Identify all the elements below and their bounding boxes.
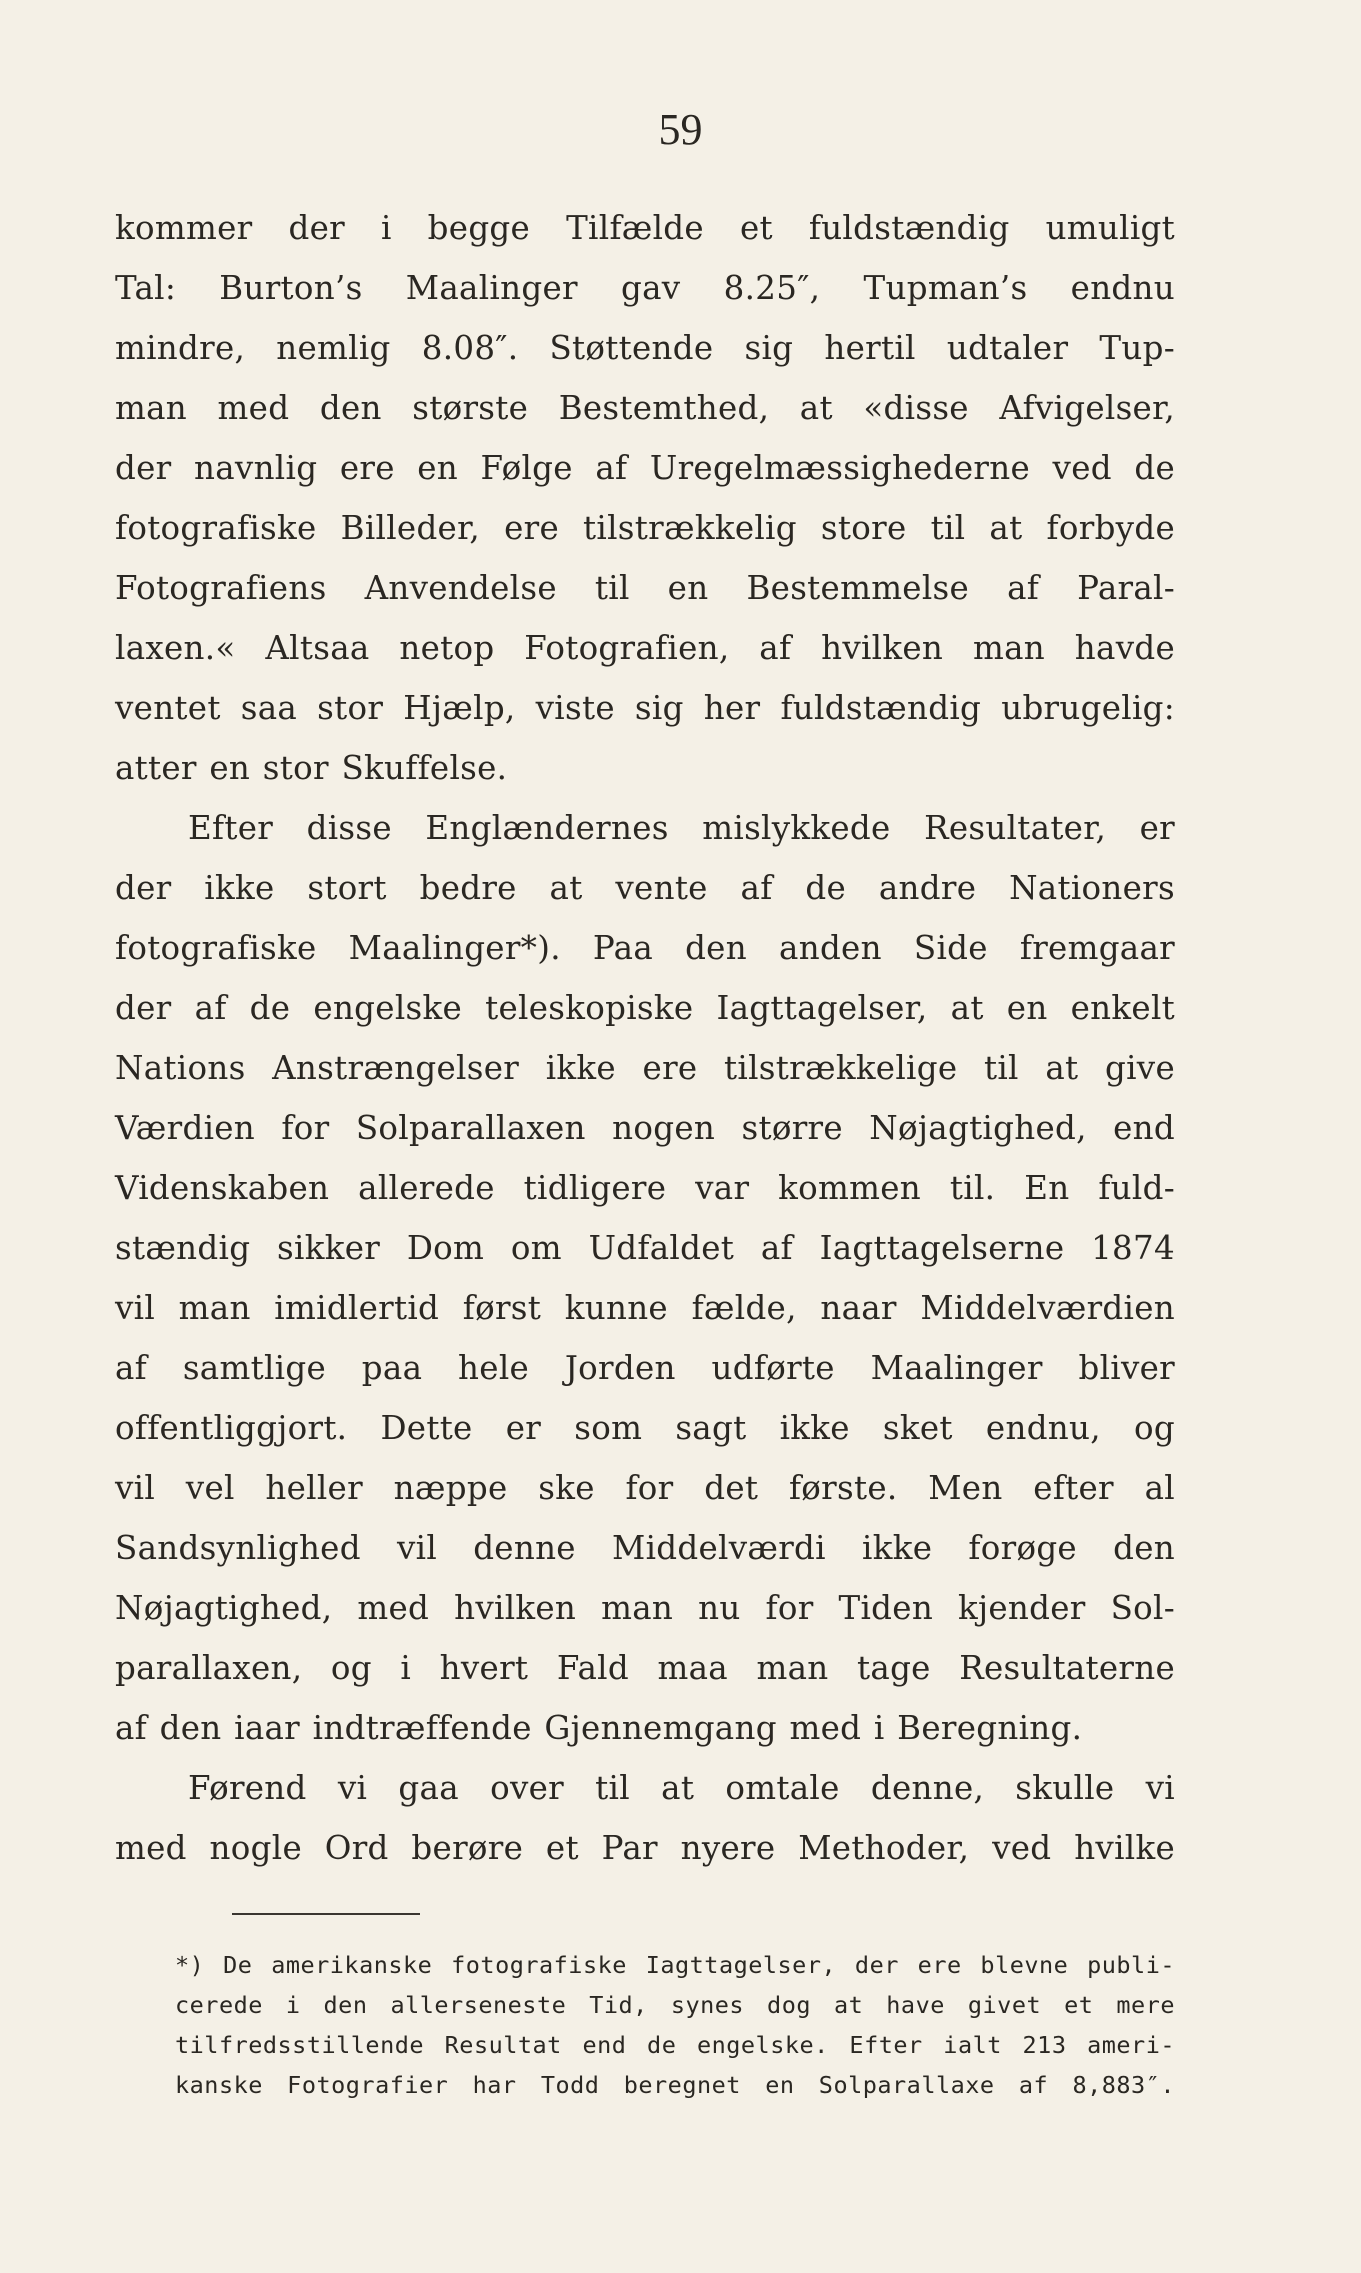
text-line: mindre, nemlig 8.08″. Støttende sig hertil udtaler Tup-	[115, 329, 1175, 367]
footnote-line: kanske Fotografier har Todd beregnet en Solparallaxe af 8,883″.	[175, 2071, 1175, 2099]
text-line: Værdien for Solparallaxen nogen større Nøjagtighed, end	[115, 1109, 1175, 1147]
footnote-line: cerede i den allerseneste Tid, synes dog at have givet et mere	[175, 1991, 1175, 2019]
text-line: der navnlig ere en Følge af Uregelmæssighederne ved de	[115, 449, 1175, 487]
paragraph-start-line: Førend vi gaa over til at omtale denne, skulle vi	[188, 1769, 1175, 1807]
page-number: 59	[658, 105, 703, 154]
text-line: af den iaar indtræffende Gjennemgang med i Beregning.	[115, 1709, 1083, 1747]
footnote-line: *) De amerikanske fotografiske Iagttagelser, der ere blevne publi-	[175, 1951, 1175, 1979]
text-line: vil man imidlertid først kunne fælde, naar Middelværdien	[115, 1289, 1175, 1327]
text-line: Tal: Burton’s Maalinger gav 8.25″, Tupman’s endnu	[115, 269, 1175, 307]
footnote-line: tilfredsstillende Resultat end de engelske. Efter ialt 213 ameri-	[175, 2031, 1175, 2059]
footnote-divider	[232, 1913, 420, 1915]
text-line: Nations Anstrængelser ikke ere tilstrækkelige til at give	[115, 1049, 1175, 1087]
text-line: fotografiske Billeder, ere tilstrækkelig store til at forbyde	[115, 509, 1175, 547]
footnote	[175, 1945, 1175, 2105]
text-line: stændig sikker Dom om Udfaldet af Iagttagelserne 1874	[115, 1229, 1175, 1267]
paragraph-start-line: Efter disse Englændernes mislykkede Resultater, er	[188, 809, 1175, 847]
text-line: offentliggjort. Dette er som sagt ikke sket endnu, og	[115, 1409, 1175, 1447]
text-line: fotografiske Maalinger*). Paa den anden Side fremgaar	[115, 929, 1175, 967]
text-line: man med den største Bestemthed, at «disse Afvigelser,	[115, 389, 1175, 427]
text-line: parallaxen, og i hvert Fald maa man tage Resultaterne	[115, 1649, 1175, 1687]
text-line: kommer der i begge Tilfælde et fuldstændig umuligt	[115, 209, 1175, 247]
text-line: med nogle Ord berøre et Par nyere Methoder, ved hvilke	[115, 1829, 1175, 1867]
text-line: Nøjagtighed, med hvilken man nu for Tiden kjender Sol-	[115, 1589, 1175, 1627]
text-line: af samtlige paa hele Jorden udførte Maalinger bliver	[115, 1349, 1175, 1387]
body-text	[115, 198, 1175, 1878]
text-line: ventet saa stor Hjælp, viste sig her fuldstændig ubrugelig:	[115, 689, 1175, 727]
text-line: atter en stor Skuffelse.	[115, 749, 508, 787]
text-line: Sandsynlighed vil denne Middelværdi ikke forøge den	[115, 1529, 1175, 1567]
text-line: der ikke stort bedre at vente af de andre Nationers	[115, 869, 1175, 907]
text-line: vil vel heller næppe ske for det første. Men efter al	[115, 1469, 1175, 1507]
text-line: laxen.« Altsaa netop Fotografien, af hvilken man havde	[115, 629, 1175, 667]
text-line: der af de engelske teleskopiske Iagttagelser, at en enkelt	[115, 989, 1175, 1027]
text-line: Videnskaben allerede tidligere var kommen til. En fuld-	[115, 1169, 1175, 1207]
text-line: Fotografiens Anvendelse til en Bestemmelse af Paral-	[115, 569, 1175, 607]
